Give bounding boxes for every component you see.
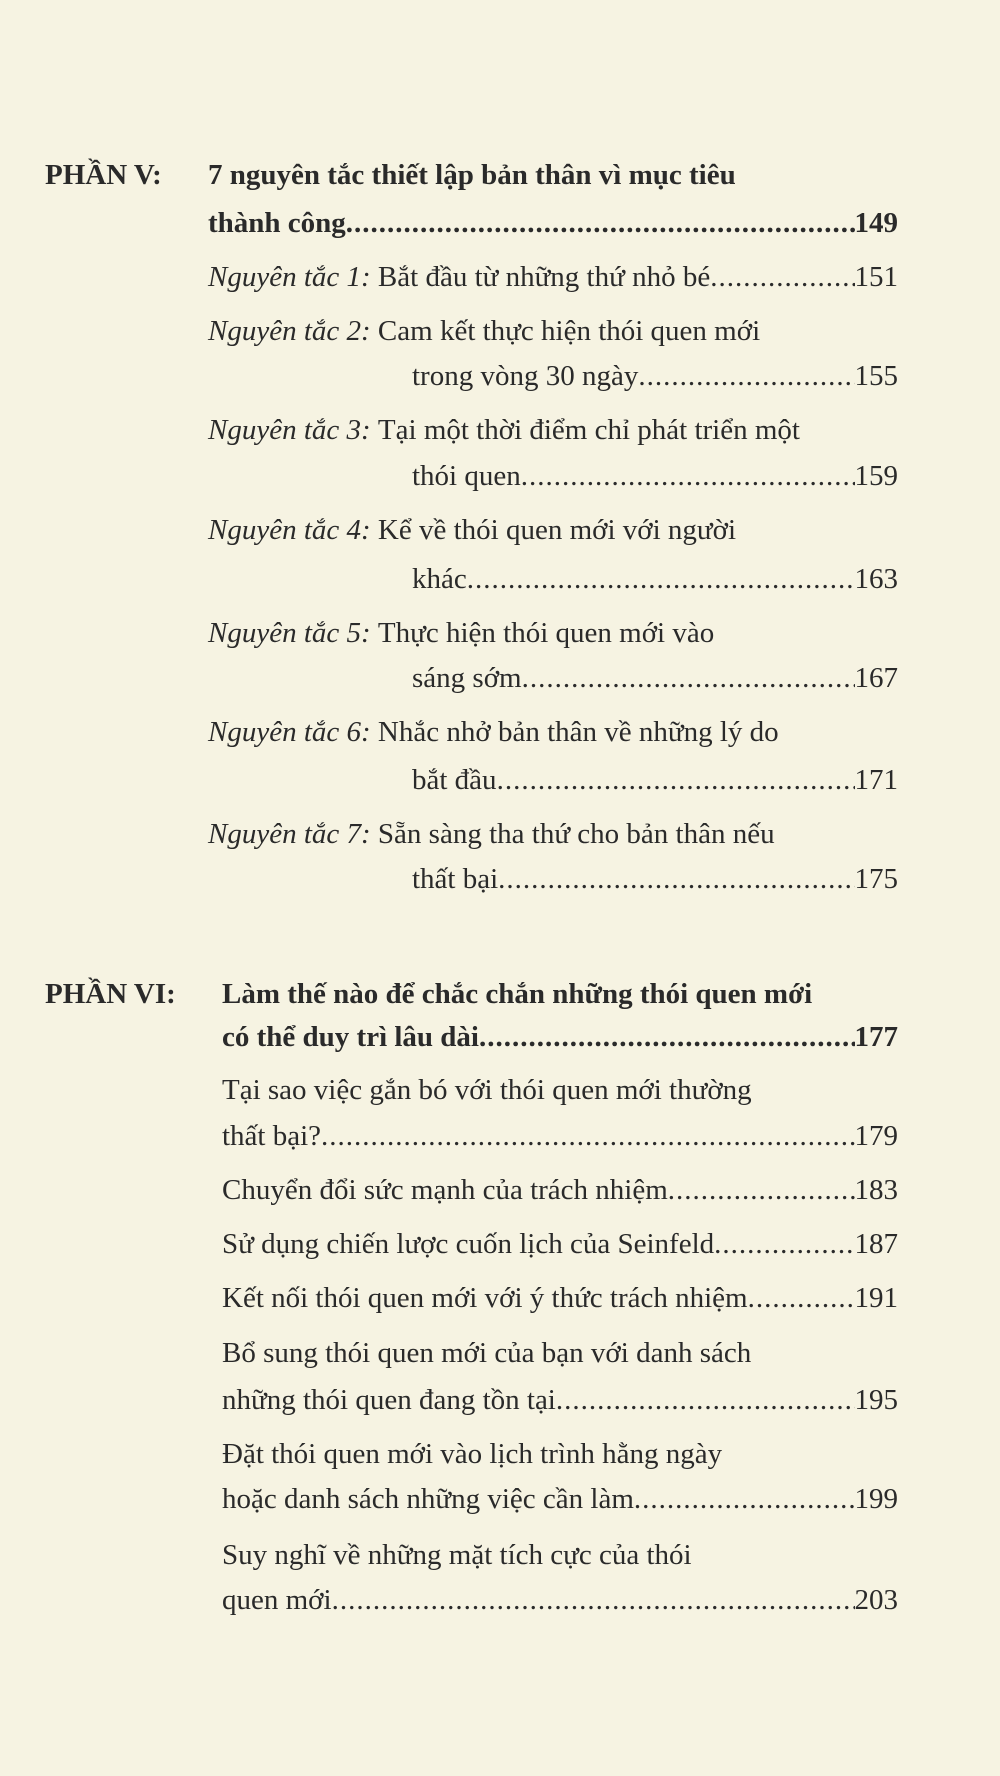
- entry-prefix: Nguyên tắc 6:: [208, 716, 371, 748]
- entry-text: trong vòng 30 ngày: [412, 360, 639, 392]
- entry-text: Bắt đầu từ những thứ nhỏ bé: [377, 261, 711, 293]
- dot-leader: [522, 653, 855, 703]
- toc-entry-1-cont[interactable]: [222, 1111, 898, 1161]
- entry-prefix: Nguyên tắc 5:: [208, 617, 371, 649]
- toc-entry-rule-5-cont[interactable]: [412, 653, 898, 703]
- entry-text: những thói quen đang tồn tại: [222, 1384, 556, 1416]
- entry-text: Tại sao việc gắn bó với thói quen mới thường: [222, 1074, 752, 1106]
- entry-text: Bổ sung thói quen mới của bạn với danh sách: [222, 1337, 752, 1369]
- page-number: 191: [854, 1282, 898, 1314]
- page-number: 177: [854, 1021, 898, 1053]
- dot-leader: [479, 1012, 855, 1062]
- toc-entry-7-cont[interactable]: [222, 1575, 898, 1625]
- toc-entry-6[interactable]: [222, 1429, 898, 1479]
- dot-leader: [748, 1273, 855, 1323]
- dot-leader: [346, 198, 855, 248]
- toc-entry-rule-3[interactable]: [208, 405, 898, 455]
- toc-entry-3[interactable]: [222, 1219, 898, 1269]
- entry-text: bắt đầu: [412, 764, 497, 796]
- dot-leader: [498, 854, 854, 904]
- page-number: 187: [854, 1228, 898, 1260]
- part5-title-line2[interactable]: [208, 198, 898, 248]
- entry-text: Kể về thói quen mới với người: [377, 514, 737, 546]
- title-text: Làm thế nào để chắc chắn những thói quen mới: [222, 978, 813, 1010]
- title-text: 7 nguyên tắc thiết lập bản thân vì mục tiêu: [208, 159, 736, 191]
- page-number: 199: [854, 1483, 898, 1515]
- entry-text: Sẵn sàng tha thứ cho bản thân nếu: [377, 818, 775, 850]
- page-number: 195: [854, 1384, 898, 1416]
- part6-label: PHẦN VI:: [45, 978, 176, 1010]
- title-text: có thể duy trì lâu dài: [222, 1021, 479, 1053]
- entry-prefix: Nguyên tắc 4:: [208, 514, 371, 546]
- toc-entry-1[interactable]: [222, 1065, 898, 1115]
- entry-text: Nhắc nhở bản thân về những lý do: [377, 716, 779, 748]
- toc-entry-5-cont[interactable]: [222, 1375, 898, 1425]
- entry-prefix: Nguyên tắc 1:: [208, 261, 371, 293]
- entry-text: Kết nối thói quen mới với ý thức trách nhiệm: [222, 1282, 748, 1314]
- part6-title-line2[interactable]: [222, 1012, 898, 1062]
- part5-title-line1: [208, 150, 898, 200]
- page-number: 183: [854, 1174, 898, 1206]
- dot-leader: [710, 252, 854, 302]
- dot-leader: [638, 351, 854, 401]
- entry-text: thói quen: [412, 460, 521, 492]
- entry-text: Tại một thời điểm chỉ phát triển một: [377, 414, 800, 446]
- entry-text: Đặt thói quen mới vào lịch trình hằng ngày: [222, 1438, 723, 1470]
- page-number: 203: [854, 1584, 898, 1616]
- toc-entry-rule-3-cont[interactable]: [412, 451, 898, 501]
- entry-text: khác: [412, 563, 467, 595]
- entry-prefix: Nguyên tắc 2:: [208, 315, 371, 347]
- toc-entry-5[interactable]: [222, 1328, 898, 1378]
- dot-leader: [634, 1474, 855, 1524]
- toc-entry-rule-4-cont[interactable]: [412, 554, 898, 604]
- toc-entry-rule-7[interactable]: [208, 809, 898, 859]
- page-number: 159: [854, 460, 898, 492]
- page-number: 171: [854, 764, 898, 796]
- toc-entry-rule-6[interactable]: [208, 707, 898, 757]
- page-number: 167: [854, 662, 898, 694]
- part5-label: PHẦN V:: [45, 159, 162, 191]
- page-number: 163: [854, 563, 898, 595]
- toc-entry-rule-6-cont[interactable]: [412, 755, 898, 805]
- page-number: 149: [854, 207, 898, 239]
- entry-prefix: Nguyên tắc 3:: [208, 414, 371, 446]
- toc-entry-rule-1[interactable]: [208, 252, 898, 302]
- toc-entry-7[interactable]: [222, 1530, 898, 1580]
- toc-entry-rule-4[interactable]: [208, 505, 898, 555]
- entry-text: Suy nghĩ về những mặt tích cực của thói: [222, 1539, 692, 1571]
- entry-text: thất bại: [412, 863, 499, 895]
- title-text: thành công: [208, 207, 346, 239]
- dot-leader: [556, 1375, 855, 1425]
- entry-text: Thực hiện thói quen mới vào: [377, 617, 715, 649]
- dot-leader: [521, 451, 855, 501]
- dot-leader: [467, 554, 855, 604]
- dot-leader: [668, 1165, 855, 1215]
- toc-entry-rule-5[interactable]: [208, 608, 898, 658]
- toc-entry-rule-7-cont[interactable]: [412, 854, 898, 904]
- dot-leader: [714, 1219, 854, 1269]
- dot-leader: [332, 1575, 855, 1625]
- entry-text: Cam kết thực hiện thói quen mới: [377, 315, 761, 347]
- page-number: 175: [854, 863, 898, 895]
- page-number: 155: [854, 360, 898, 392]
- entry-text: sáng sớm: [412, 662, 522, 694]
- toc-entry-2[interactable]: [222, 1165, 898, 1215]
- entry-text: Chuyển đổi sức mạnh của trách nhiệm: [222, 1174, 668, 1206]
- toc-entry-rule-2[interactable]: [208, 306, 898, 356]
- toc-entry-4[interactable]: [222, 1273, 898, 1323]
- toc-entry-6-cont[interactable]: [222, 1474, 898, 1524]
- page-number: 151: [854, 261, 898, 293]
- entry-text: quen mới: [222, 1584, 332, 1616]
- entry-prefix: Nguyên tắc 7:: [208, 818, 371, 850]
- dot-leader: [497, 755, 855, 805]
- entry-text: hoặc danh sách những việc cần làm: [222, 1483, 634, 1515]
- page-number: 179: [854, 1120, 898, 1152]
- entry-text: Sử dụng chiến lược cuốn lịch của Seinfeld: [222, 1228, 715, 1260]
- entry-text: thất bại?: [222, 1120, 322, 1152]
- toc-entry-rule-2-cont[interactable]: [412, 351, 898, 401]
- dot-leader: [321, 1111, 854, 1161]
